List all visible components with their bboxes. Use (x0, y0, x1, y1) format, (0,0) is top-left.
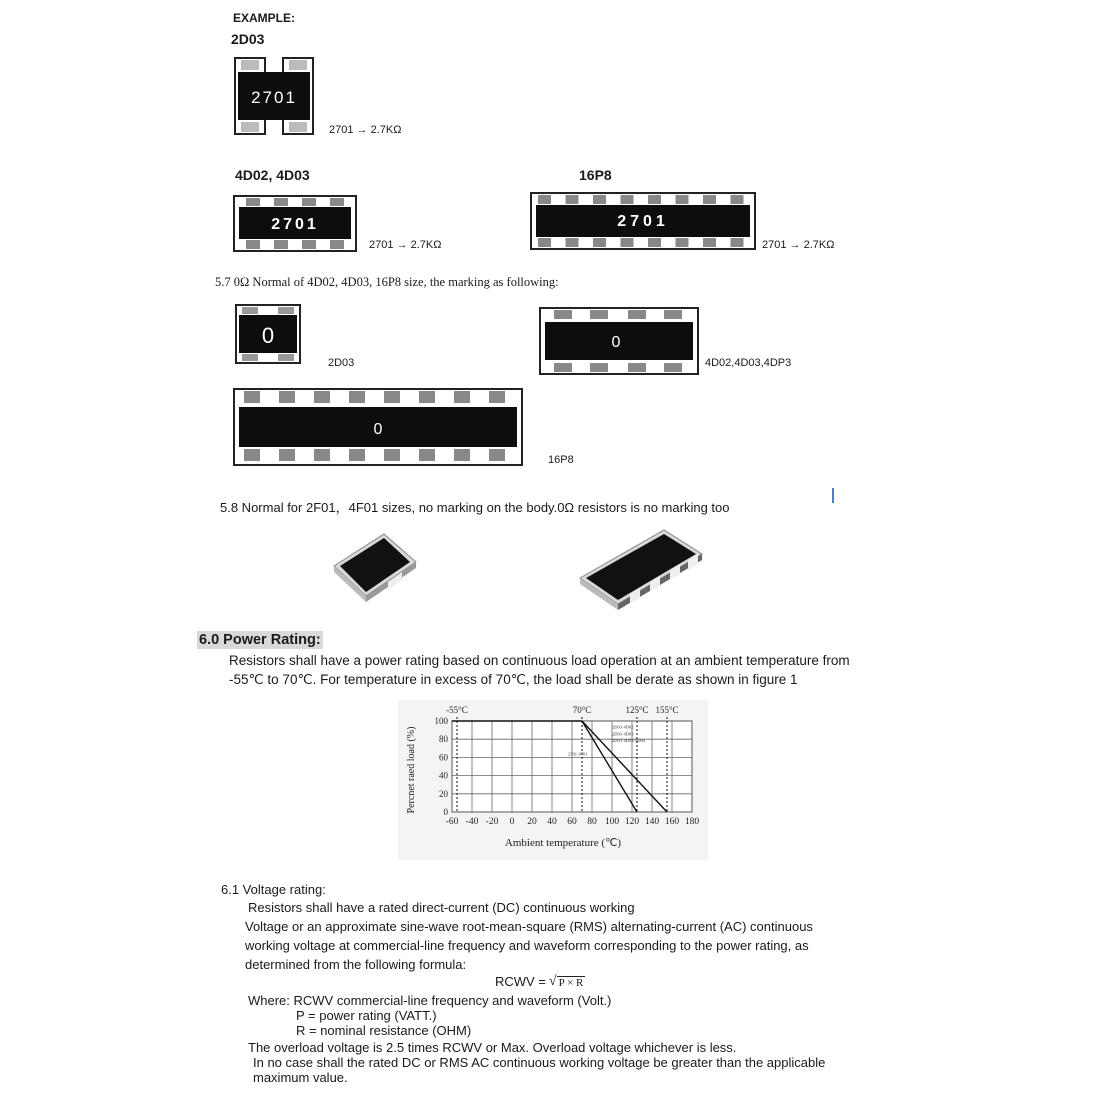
terminal-pin (314, 449, 330, 461)
y-tick-label: 80 (439, 734, 448, 745)
terminal-pin (419, 391, 435, 403)
section-6-1-heading: 6.1 Voltage rating: (221, 882, 326, 897)
marking-text: 2701 (271, 216, 319, 233)
x-tick-label: 160 (664, 817, 680, 827)
terminal-pin (621, 195, 634, 204)
terminal-pin (621, 238, 634, 247)
x-tick-label: 180 (684, 817, 700, 827)
terminal-pin (731, 195, 744, 204)
terminal-pin (538, 195, 551, 204)
size-label-16p8: 16P8 (579, 167, 612, 183)
marking-text: 0 (373, 421, 383, 438)
section-6-heading: 6.0 Power Rating: (199, 632, 321, 648)
y-axis-label: Percnet raed load (%) (406, 726, 417, 814)
note-2d03: 2701 → 2.7KΩ (329, 124, 402, 136)
caption-2d03: 2D03 (328, 357, 355, 369)
x-tick-label: -60 (445, 817, 459, 827)
temperature-marker-label: 125°C (625, 705, 649, 715)
terminal-pin (349, 449, 365, 461)
terminal-pin (489, 449, 505, 461)
x-tick-label: 60 (567, 817, 577, 827)
section-6-1-line1: Resistors shall have a rated direct-current (DC) continuous working (248, 900, 635, 915)
zero-ohm-16p8-diagram (232, 387, 524, 467)
temperature-marker-label: -55°C (446, 705, 468, 715)
section-6-para-line2: -55℃ to 70℃. For temperature in excess of 70℃, the load shall be derate as shown in figure 1 (229, 672, 798, 687)
marking-text: 2701 (251, 88, 297, 107)
where-rcwv: Where: RCWV commercial-line frequency and waveform (Volt.) (248, 993, 612, 1008)
temperature-marker-label: 155°C (655, 705, 679, 715)
resistor-2d03-diagram (232, 56, 318, 136)
rcwv-formula (495, 974, 585, 990)
x-tick-label: 0 (509, 817, 515, 827)
terminal-pin (538, 238, 551, 247)
x-axis-label: Ambient temperature (℃) (504, 837, 622, 849)
terminal-pin (244, 449, 260, 461)
section-5-7-text: 5.7 0Ω Normal of 4D02, 4D03, 16P8 size, the marking as following: (215, 275, 559, 289)
terminal-pin (648, 238, 661, 247)
formula-right: P × R (558, 977, 584, 989)
x-tick-label: 100 (604, 817, 620, 827)
y-tick-label: 0 (443, 807, 448, 817)
terminal-pin (593, 195, 606, 204)
overload-text: The overload voltage is 2.5 times RCWV or Max. Overload voltage whichever is less. (248, 1040, 737, 1055)
note-16p8: 2701 → 2.7KΩ (762, 239, 835, 251)
series-annotation: 2D03·4D03·4D04 (612, 737, 645, 743)
terminal-pin (566, 195, 579, 204)
max-value-text-line1: In no case shall the rated DC or RMS AC continuous working voltage be greater than the applicable (253, 1055, 826, 1070)
size-label-4d02-4d03: 4D02, 4D03 (235, 167, 310, 183)
terminal-pin (703, 238, 716, 247)
resistor-16p8-diagram (529, 189, 757, 253)
section-6-para-line1: Resistors shall have a power rating based on continuous load operation at an ambient temperature from (229, 653, 850, 668)
x-tick-label: 40 (547, 817, 557, 827)
terminal-pin (489, 391, 505, 403)
terminal-pin (314, 391, 330, 403)
formula-left: RCWV = (495, 974, 546, 989)
caption-4d: 4D02,4D03,4DP3 (705, 357, 792, 369)
terminal-pin (593, 238, 606, 247)
terminal-pin (676, 195, 689, 204)
series-annotation: 2D03·4D03 (612, 731, 634, 737)
terminal-pin (384, 449, 400, 461)
zero-ohm-4d-diagram (538, 306, 700, 376)
terminal-pin (279, 391, 295, 403)
section-6-1-line4: determined from the following formula: (245, 957, 467, 972)
resistor-4d02-diagram (232, 193, 358, 253)
y-tick-label: 60 (439, 752, 448, 763)
terminal-pin (731, 238, 744, 247)
marking-text: 0 (611, 334, 621, 351)
section-6-1-line2: Voltage or an approximate sine-wave root-mean-square (RMS) alternating-current (AC) continuous (245, 919, 813, 934)
example-heading: EXAMPLE: (233, 11, 296, 25)
x-tick-label: 20 (527, 817, 537, 827)
marking-text: 0 (261, 323, 275, 348)
y-tick-label: 40 (439, 770, 448, 781)
derating-chart (398, 700, 708, 860)
temperature-marker-label: 70°C (572, 705, 592, 715)
terminal-pin (349, 391, 365, 403)
max-value-text-line2: maximum value. (253, 1070, 348, 1085)
note-4d02: 2701 → 2.7KΩ (369, 239, 442, 251)
chip-2f01-3d-illustration (330, 522, 420, 602)
section-5-8-text: 5.8 Normal for 2F01，4F01 sizes, no marking on the body.0Ω resistors is no marking too (220, 500, 730, 515)
y-tick-label: 20 (439, 788, 448, 799)
x-tick-label: 140 (644, 817, 660, 827)
x-tick-label: -40 (465, 817, 479, 827)
caption-16p8: 16P8 (548, 454, 574, 466)
terminal-pin (648, 195, 661, 204)
terminal-pin (703, 195, 716, 204)
where-p: P = power rating (VATT.) (296, 1008, 437, 1023)
chip-4f01-3d-illustration (576, 520, 706, 610)
where-r: R = nominal resistance (OHM) (296, 1023, 472, 1038)
series-annotation: 2701·4701 (568, 751, 588, 757)
text-cursor (832, 488, 834, 503)
zero-ohm-2d03-diagram (234, 303, 302, 365)
terminal-pin (676, 238, 689, 247)
marking-text: 2701 (617, 213, 669, 230)
x-tick-label: 80 (587, 817, 597, 827)
terminal-pin (384, 391, 400, 403)
terminal-pin (244, 391, 260, 403)
terminal-pin (419, 449, 435, 461)
terminal-pin (566, 238, 579, 247)
chart-grid (452, 721, 692, 812)
section-6-1-line3: working voltage at commercial-line frequency and waveform corresponding to the power rating, as (245, 938, 809, 953)
terminal-pin (454, 449, 470, 461)
series-annotation: 2D03·4D02 (612, 724, 634, 730)
y-tick-label: 100 (434, 716, 448, 726)
terminal-pin (454, 391, 470, 403)
sqrt-symbol: √ (548, 974, 557, 989)
terminal-pin (279, 449, 295, 461)
x-tick-label: -20 (485, 817, 499, 827)
size-label-2d03: 2D03 (231, 31, 265, 47)
x-tick-label: 120 (624, 817, 640, 827)
